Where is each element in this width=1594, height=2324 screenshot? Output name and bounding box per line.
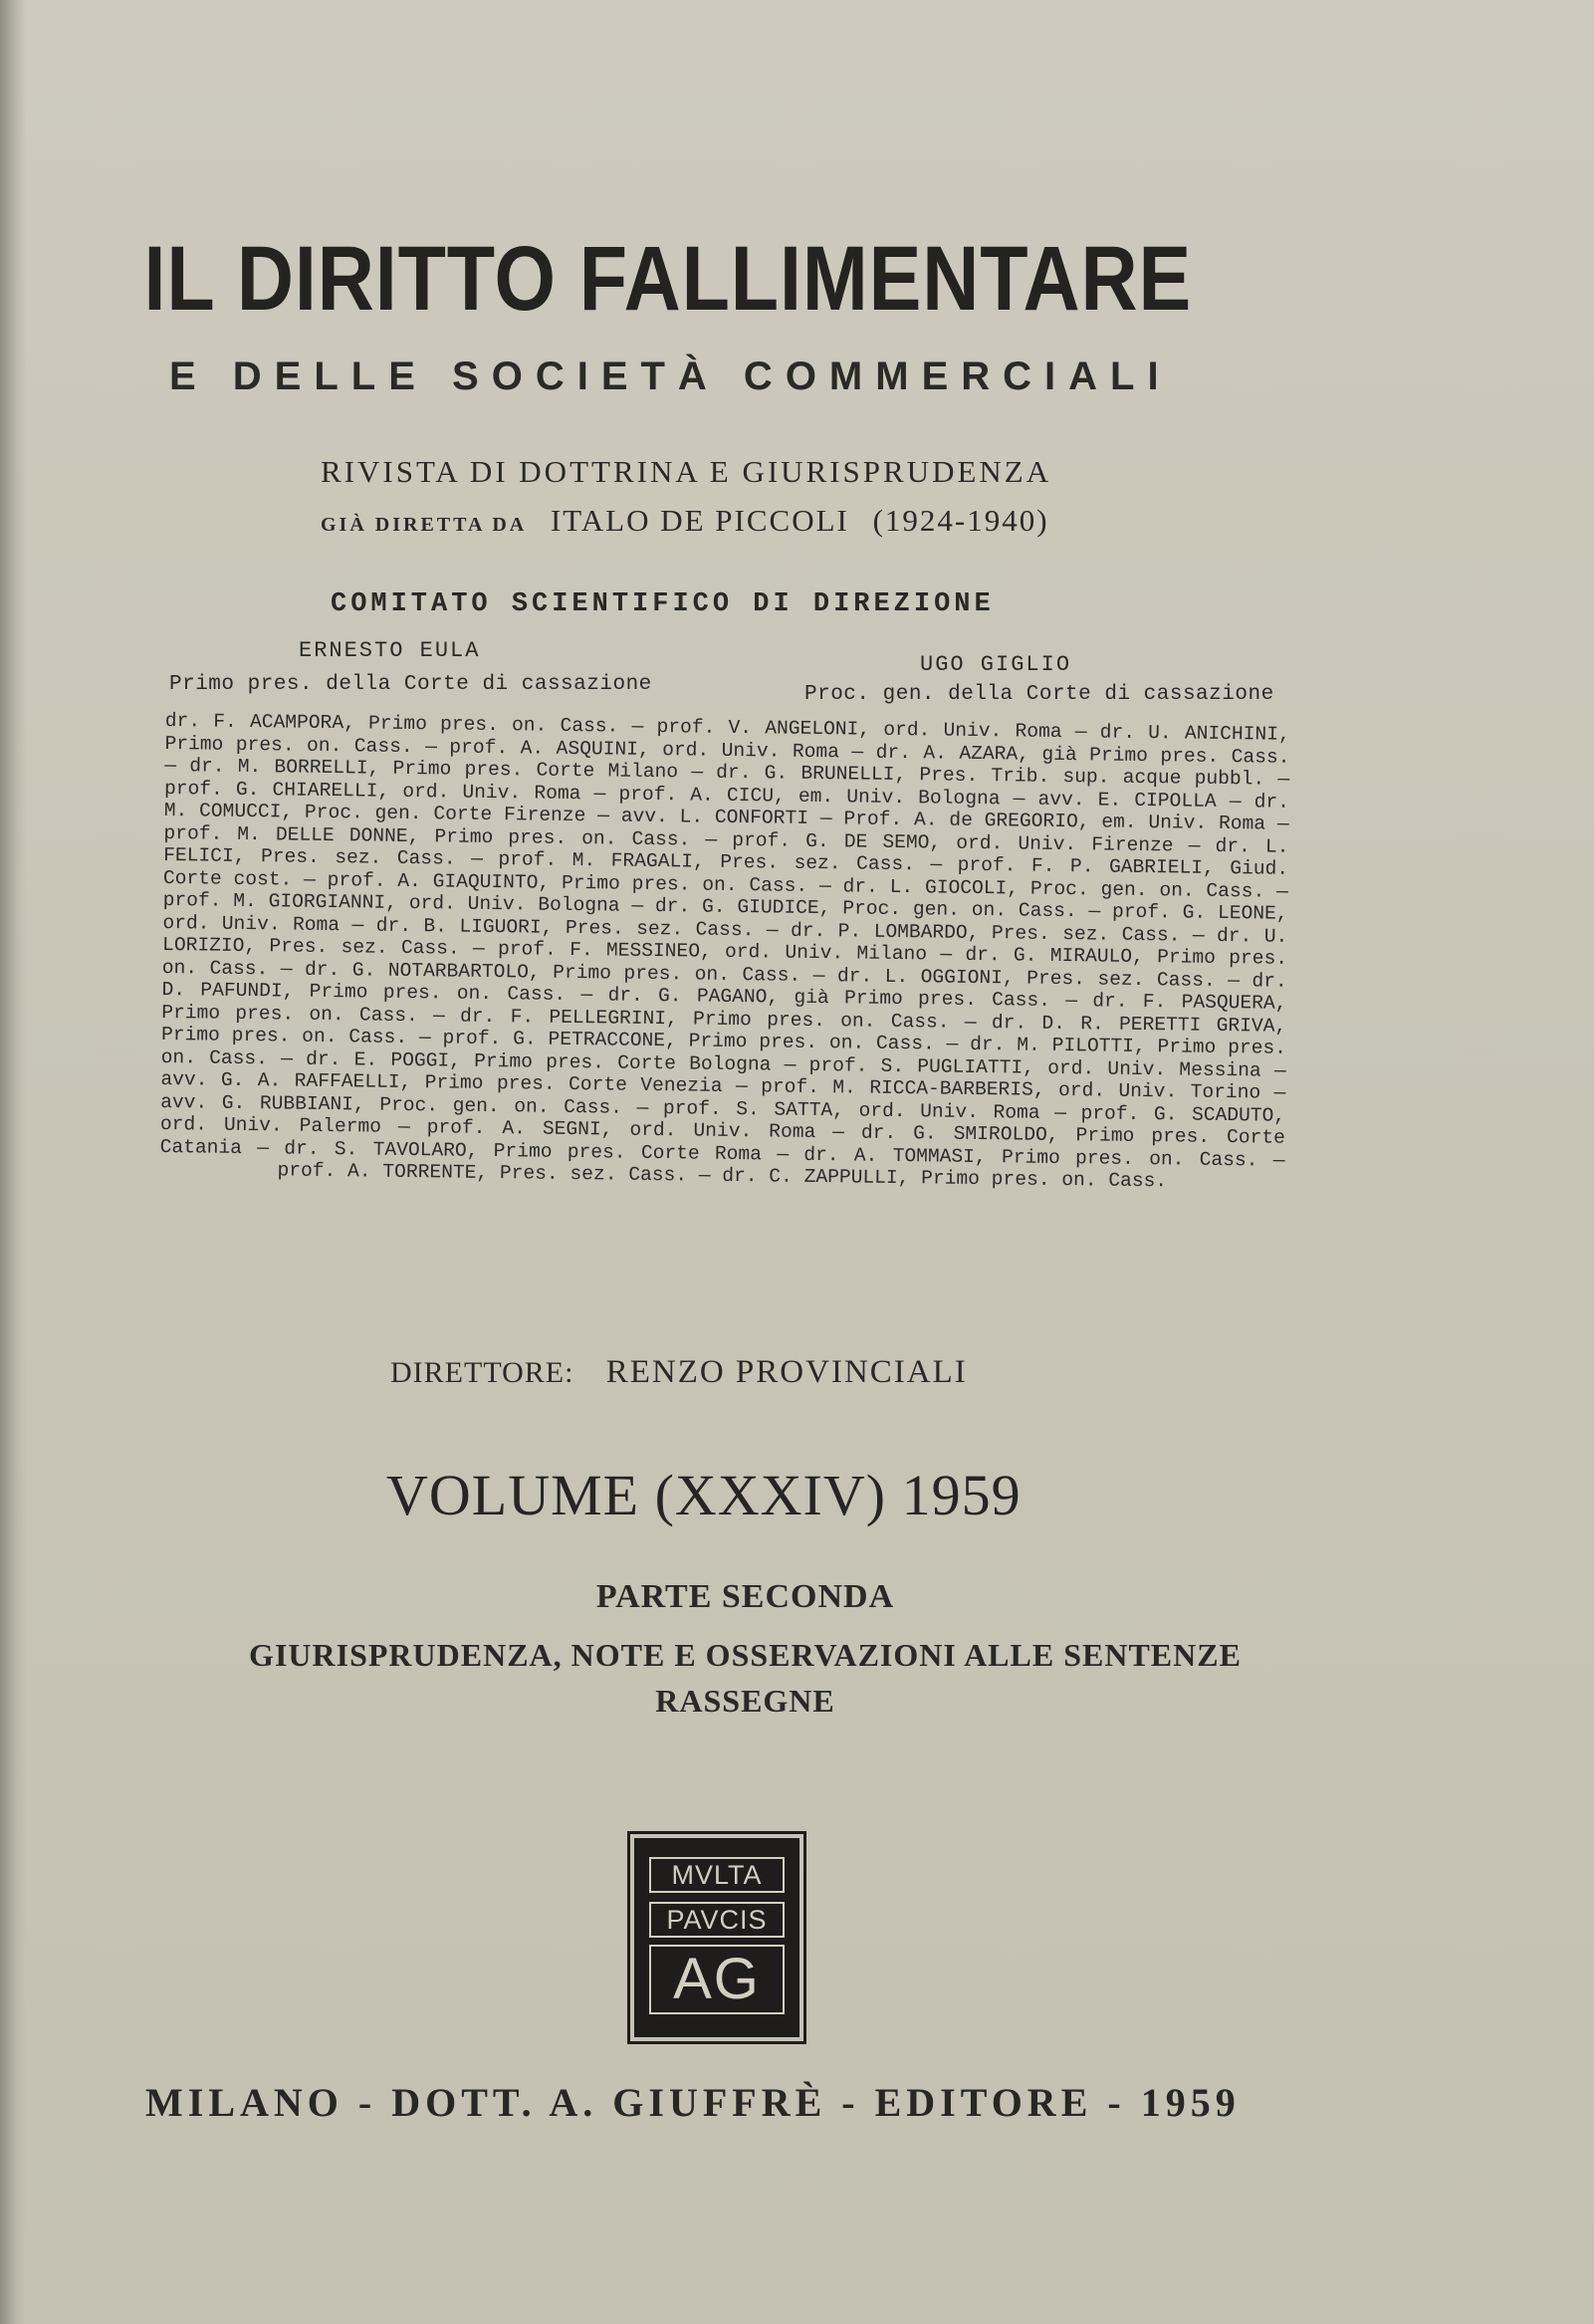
publisher-logo [634, 1838, 799, 2037]
founder-years: (1924-1940) [872, 503, 1049, 538]
logo-monogram: AG [649, 1945, 785, 2014]
leader-name-2: UGO GIGLIO [920, 652, 1072, 677]
part-title: PARTE SECONDA [595, 1578, 895, 1615]
logo-word-paucis: PAVCIS [649, 1902, 785, 1938]
leader-name-1: ERNESTO EULA [299, 638, 481, 663]
committee-heading: COMITATO SCIENTIFICO DI DIREZIONE [331, 589, 995, 619]
director-label: DIRETTORE: [390, 1356, 574, 1389]
founder-line [0, 503, 1594, 539]
part-rassegne: RASSEGNE [655, 1683, 835, 1719]
leader-role-1: Primo pres. della Corte di cassazione [169, 673, 652, 696]
publisher-line: MILANO - DOTT. A. GIUFFRÈ - EDITORE - 1959 [145, 2080, 1241, 2125]
journal-title: IL DIRITTO FALLIMENTARE [143, 228, 1193, 330]
volume-title: VOLUME (XXXIV) 1959 [386, 1463, 1022, 1527]
founder-prefix: GIÀ DIRETTA DA [321, 514, 528, 536]
director-name: RENZO PROVINCIALI [605, 1354, 968, 1390]
journal-subtitle: E DELLE SOCIETÀ COMMERCIALI [169, 354, 1172, 398]
logo-word-multa: MVLTA [649, 1857, 785, 1893]
part-contents: GIURISPRUDENZA, NOTE E OSSERVAZIONI ALLE SENTENZE [249, 1637, 1242, 1673]
director-line [0, 1354, 1594, 1391]
leader-role-2: Proc. gen. della Corte di cassazione [804, 683, 1274, 706]
committee-members: dr. F. ACAMPORA, Primo pres. on. Cass. — prof. V. ANGELONI, ord. Univ. Roma — dr. U. ANICHINI, Primo pres. on. Cass. — prof. A. ASQUINI, ord. Univ. Roma — dr. A. AZARA, già Primo pres. Cass. — dr. M. BORRELLI, Primo pres. Corte Milano — dr. G. BRUNELLI, Pres. Trib. sup. acque pubbl. — prof. G. CHIARELLI, ord. Univ. Roma — prof. A. CICU, em. Univ. Bologna — avv. E. CIPOLLA — dr. M. COMUCCI, Proc. gen. Corte Firenze — avv. L. CONFORTI — Prof. A. de GREGORIO, em. Univ. Roma — prof. M. DELLE DONNE, Primo pres. on. Cass. — prof. G. DE SEMO, ord. Univ. Firenze — dr. L. FELICI, Pres. sez. Cass. — prof. M. FRAGALI, Pres. sez. Cass. — prof. F. P. GABRIELI, Giud. Corte cost. — prof. A. GIAQUINTO, Primo pres. on. Cass. — dr. L. GIOCOLI, Proc. gen. on. Cass. — prof. M. GIORGIANNI, ord. Univ. Bologna — dr. G. GIUDICE, Proc. gen. on. Cass. — prof. G. LEONE, ord. Univ. Roma — dr. B. LIGUORI, Pres. sez. Cass. — dr. P. LOMBARDO, Pres. sez. Cass. — dr. U. LORIZIO, Pres. sez. Cass. — prof. F. MESSINEO, ord. Univ. Milano — dr. G. MIRAULO, Primo pres. on. Cass. — dr. G. NOTARBARTOLO, Primo pres. on. Cass. — dr. L. OGGIONI, Pres. sez. Cass. — dr. D. PAFUNDI, Primo pres. on. Cass. — dr. G. PAGANO, già Primo pres. Cass. — dr. F. PASQUERA, Primo pres. on. Cass. — dr. F. PELLEGRINI, Primo pres. on. Cass. — dr. D. R. PERETTI GRIVA, Primo pres. on. Cass. — prof. G. PETRACCONE, Primo pres. on. Cass. — dr. M. PILOTTI, Primo pres. on. Cass. — dr. E. POGGI, Primo pres. Corte Bologna — prof. S. PUGLIATTI, ord. Univ. Messina — avv. G. A. RAFFAELLI, Primo pres. Corte Venezia — prof. M. RICCA-BARBERIS, ord. Univ. Torino — avv. G. RUBBIANI, Proc. gen. on. Cass. — prof. S. SATTA, ord. Univ. Roma — prof. G. SCADUTO, ord. Univ. Palermo — prof. A. SEGNI, ord. Univ. Roma — dr. G. SMIROLDO, Primo pres. Corte Catania — dr. S. TAVOLARO, Primo pres. Corte Roma — dr. A. TOMMASI, Primo pres. on. Cass. — prof. A. TORRENTE, Pres. sez. Cass. — dr. C. ZAPPULLI, Primo pres. on. Cass. [159, 710, 1290, 1193]
founder-name: ITALO DE PICCOLI [550, 503, 849, 538]
page-gutter-shadow [0, 0, 26, 2324]
journal-description: RIVISTA DI DOTTRINA E GIURISPRUDENZA [321, 454, 1052, 489]
